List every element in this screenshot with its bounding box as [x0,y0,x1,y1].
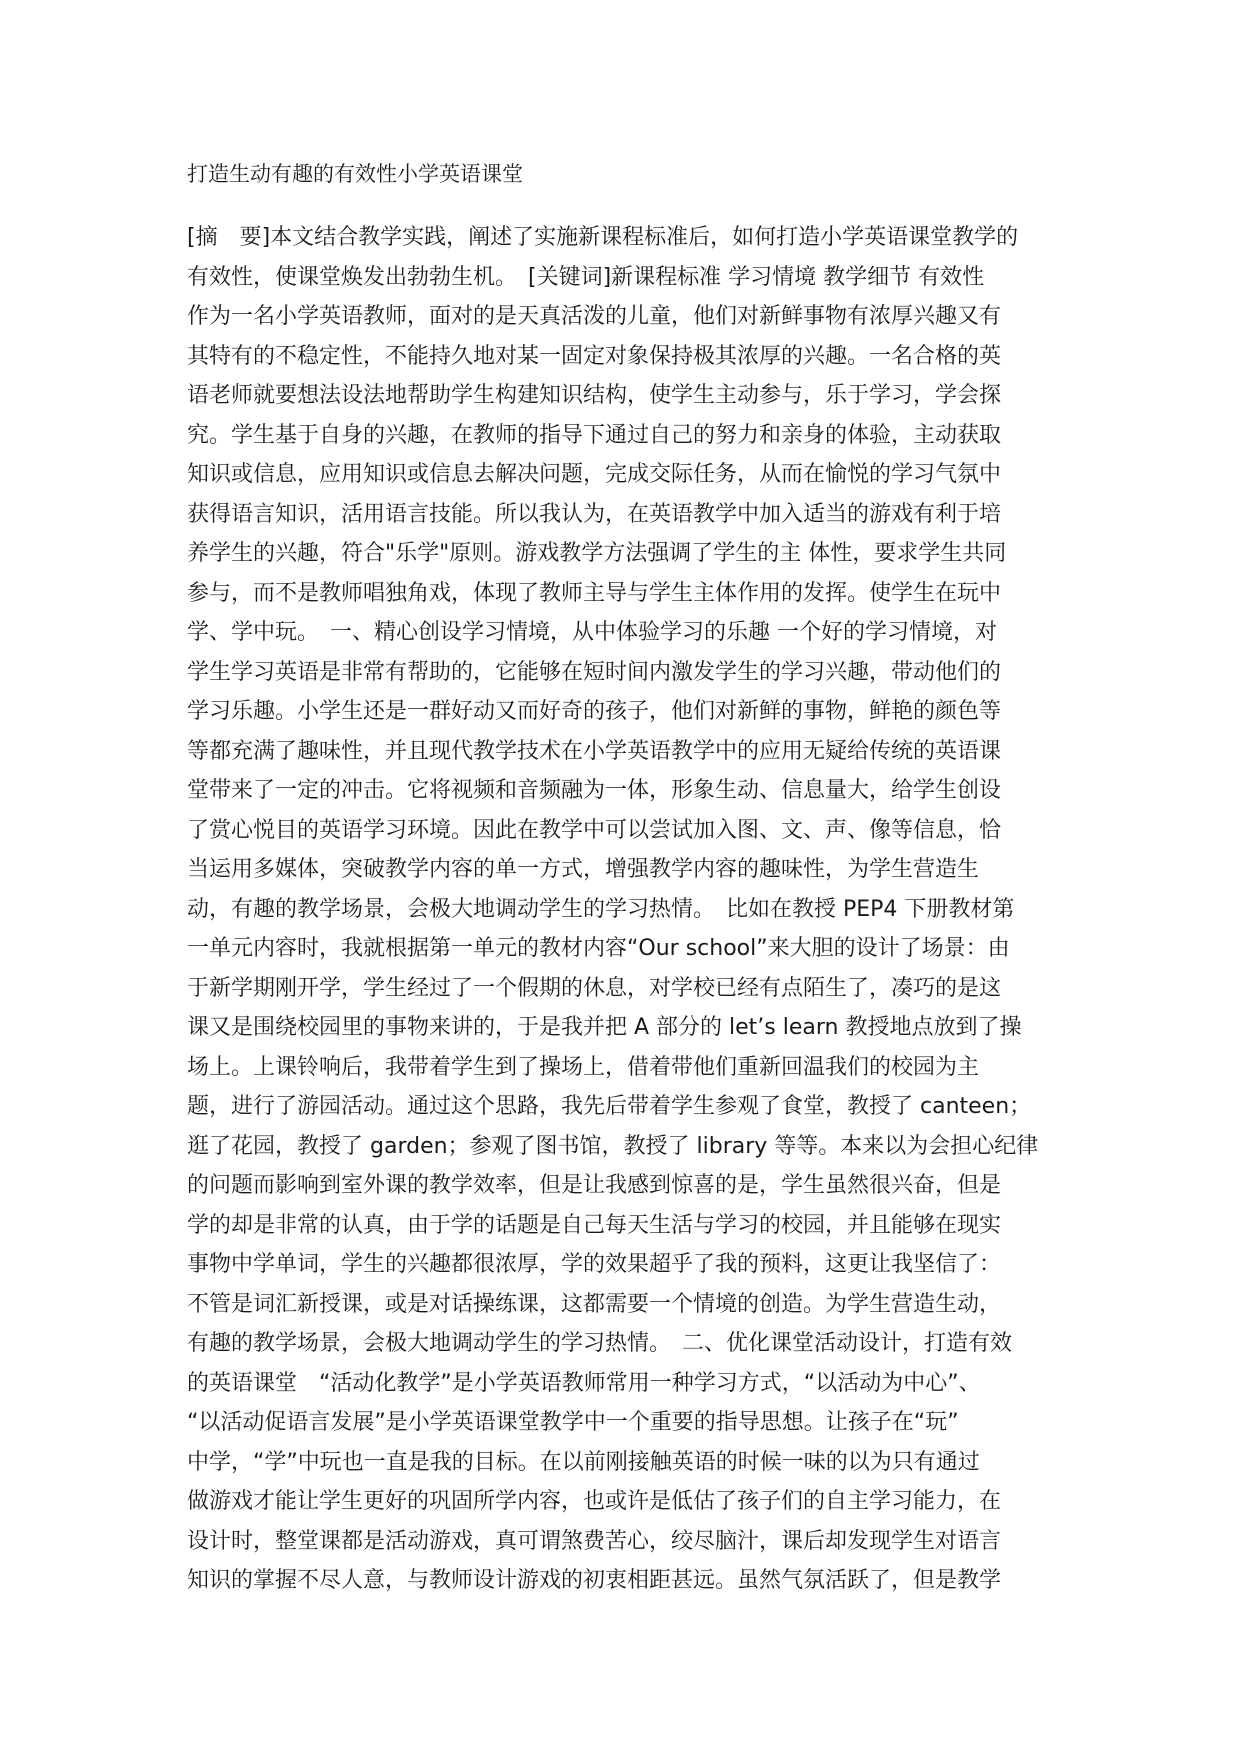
body-text-line: 的英语课堂 “活动化教学”是小学英语教师常用一种学习方式，“以活动为中心”、 [187,1370,981,1396]
body-text-line: “以活动促语言发展”是小学英语课堂教学中一个重要的指导思想。让孩子在“玩” [187,1410,959,1435]
document-body [187,218,1067,1601]
body-text-line: 究。学生基于自身的兴趣，在教师的指导下通过自己的努力和亲身的体验，主动获取 [187,422,1002,448]
body-text-line: [摘 要]本文结合教学实践，阐述了实施新课程标准后，如何打造小学英语课堂教学的 [187,225,1019,250]
body-text-line: 有趣的教学场景，会极大地调动学生的学习热情。 二、优化课堂活动设计，打造有效 [187,1331,1013,1356]
body-text-line: 设计时，整堂课都是活动游戏，真可谓煞费苦心，绞尽脑汁，课后却发现学生对语言 [187,1528,1002,1554]
body-text-line: 其特有的不稳定性，不能持久地对某一固定对象保持极其浓厚的兴趣。一名合格的英 [187,343,1002,369]
body-text-line: 参与，而不是教师唱独角戏，体现了教师主导与学生主体作用的发挥。使学生在玩中 [187,580,1002,606]
body-text-line: 作为一名小学英语教师，面对的是天真活泼的儿童，他们对新鲜事物有浓厚兴趣又有 [187,304,1002,329]
body-text-line: 学生学习英语是非常有帮助的，它能够在短时间内激发学生的学习兴趣，带动他们的 [187,659,1002,685]
body-text-line: 当运用多媒体，突破教学内容的单一方式，增强教学内容的趣味性，为学生营造生 [187,857,980,882]
body-text-line: 了赏心悦目的英语学习环境。因此在教学中可以尝试加入图、文、声、像等信息，恰 [187,817,1002,843]
document-title: 打造生动有趣的有效性小学英语课堂 [187,162,523,186]
body-text-line: 有效性，使课堂焕发出勃勃生机。 [关键词]新课程标准 学习情境 教学细节 有效性 [187,264,985,290]
body-text-line: 知识或信息，应用知识或信息去解决问题，完成交际任务，从而在愉悦的学习气氛中 [187,462,1002,487]
body-text-line: 的问题而影响到室外课的教学效率，但是让我感到惊喜的是，学生虽然很兴奋，但是 [187,1173,1002,1198]
body-text-line: 题，进行了游园活动。通过这个思路，我先后带着学生参观了食堂，教授了 canteen； [187,1094,1032,1119]
body-text-line: 养学生的兴趣，符合"乐学"原则。游戏教学方法强调了学生的主 体性，要求学生共同 [187,541,1007,566]
body-text-line: 中学，“学”中玩也一直是我的目标。在以前刚接触英语的时候一味的以为只有通过 [187,1449,980,1475]
body-text-line: 事物中学单词，学生的兴趣都很浓厚，学的效果超乎了我的预料，这更让我坚信了： [187,1252,1002,1277]
body-text-line: 逛了花园，教授了 garden；参观了图书馆，教授了 library 等等。本来以为会担心纪律 [187,1133,1039,1159]
body-text-line: 学、学中玩。 一、精心创设学习情境，从中体验学习的乐趣 一个好的学习情境，对 [187,620,997,645]
body-text-line: 堂带来了一定的冲击。它将视频和音频融为一体，形象生动、信息量大，给学生创设 [187,778,1002,803]
body-text-line: 不管是词汇新授课，或是对话操练课，这都需要一个情境的创造。为学生营造生动， [187,1291,1002,1317]
body-text-line: 课又是围绕校园里的事物来讲的，于是我并把 A 部分的 let’s learn 教授地点放到了操 [187,1015,1022,1040]
body-text-line: 获得语言知识，活用语言技能。所以我认为，在英语教学中加入适当的游戏有利于培 [187,501,1002,527]
body-text-line: 学的却是非常的认真，由于学的话题是自己每天生活与学习的校园，并且能够在现实 [187,1212,1002,1238]
body-text-line: 做游戏才能让学生更好的巩固所学内容，也或许是低估了孩子们的自主学习能力，在 [187,1489,1002,1514]
body-text-line: 一单元内容时，我就根据第一单元的教材内容“Our school”来大胆的设计了场景：由 [187,936,1010,961]
body-text-line: 动，有趣的教学场景，会极大地调动学生的学习热情。 比如在教授 PEP4 下册教材第 [187,896,1015,922]
body-text-line: 场上。上课铃响后，我带着学生到了操场上，借着带他们重新回温我们的校园为主 [187,1054,980,1080]
body-text-line: 语老师就要想法设法地帮助学生构建知识结构，使学生主动参与，乐于学习，学会探 [187,383,1002,408]
body-text-line: 学习乐趣。小学生还是一群好动又而好奇的孩子，他们对新鲜的事物，鲜艳的颜色等 [187,699,1002,724]
body-text-line: 知识的掌握不尽人意，与教师设计游戏的初衷相距甚远。虽然气氛活跃了，但是教学 [187,1568,1002,1593]
body-text-line: 于新学期刚开学，学生经过了一个假期的休息，对学校已经有点陌生了，凑巧的是这 [187,975,1002,1001]
body-text-line: 等都充满了趣味性，并且现代教学技术在小学英语教学中的应用无疑给传统的英语课 [187,738,1002,764]
